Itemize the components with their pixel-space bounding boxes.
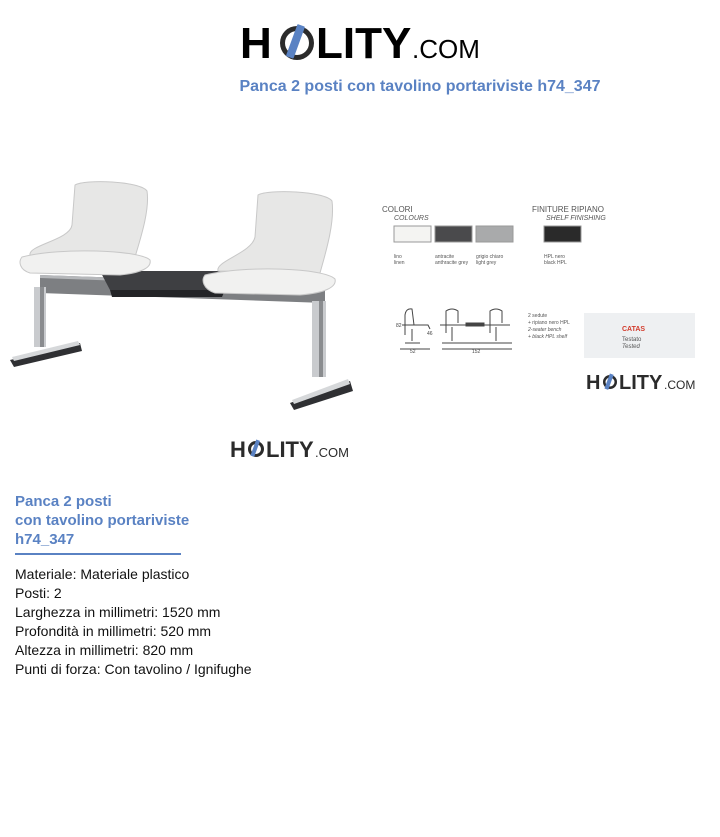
svg-text:black HPL: black HPL [544, 260, 567, 266]
svg-text:+ ripiano nero HPL: + ripiano nero HPL [528, 320, 570, 326]
watermark-logo [230, 437, 349, 462]
svg-text:COLORI: COLORI [382, 205, 413, 214]
svg-text:H: H [230, 437, 246, 462]
spec-depth: Profondità in millimetri: 520 mm [15, 623, 212, 639]
svg-text:2-seater bench: 2-seater bench [528, 327, 562, 333]
logo-suffix: LITY [316, 19, 412, 68]
svg-text:FINITURE RIPIANO: FINITURE RIPIANO [532, 205, 605, 214]
swatch-antracite [435, 226, 472, 242]
svg-text:lino: lino [394, 254, 402, 260]
svg-text:linen: linen [394, 260, 405, 266]
product-name-line: con tavolino portariviste [15, 512, 190, 529]
svg-text:Testato: Testato [622, 337, 642, 343]
svg-text:Tested: Tested [622, 344, 640, 350]
svg-text:2 sedute: 2 sedute [528, 313, 548, 319]
svg-text:.COM: .COM [664, 378, 696, 392]
svg-text:SHELF FINISHING: SHELF FINISHING [546, 215, 606, 222]
title-underline [15, 553, 181, 555]
page-title: Panca 2 posti con tavolino portariviste h74_347 [239, 78, 601, 95]
swatch-grigio-chiaro [476, 226, 513, 242]
bench-illustration [10, 182, 353, 410]
svg-text:LITY: LITY [619, 372, 663, 394]
logo-tld: .COM [412, 34, 480, 64]
spec-width: Larghezza in millimetri: 1520 mm [15, 604, 221, 620]
spec-material: Materiale: Materiale plastico [15, 566, 190, 582]
svg-text:grigio chiaro: grigio chiaro [476, 254, 504, 260]
product-name-line: h74_347 [15, 531, 75, 548]
logo-prefix: H [240, 19, 272, 68]
svg-text:anthracite grey: anthracite grey [435, 260, 469, 266]
holity-logo[interactable] [240, 18, 490, 68]
product-specs [15, 565, 252, 679]
svg-text:antracite: antracite [435, 254, 455, 260]
svg-text:LITY: LITY [266, 437, 314, 462]
product-name-line: Panca 2 posti [15, 493, 112, 510]
svg-text:COLOURS: COLOURS [394, 215, 429, 222]
product-image[interactable] [0, 105, 720, 475]
svg-text:CATAS: CATAS [622, 326, 646, 333]
svg-text:152: 152 [472, 349, 481, 355]
dimension-labels [396, 323, 481, 355]
svg-text:HPL nero: HPL nero [544, 254, 565, 260]
bench-description [527, 313, 570, 340]
spec-seats: Posti: 2 [15, 585, 62, 601]
spec-strengths: Punti di forza: Con tavolino / Ignifughe [15, 661, 252, 677]
swatch-hpl-nero [544, 226, 581, 242]
logo-o-pin-icon [280, 24, 314, 60]
svg-text:82: 82 [396, 323, 402, 329]
svg-text:46: 46 [427, 331, 433, 337]
swatch-lino [394, 226, 431, 242]
svg-text:+ black HPL shelf: + black HPL shelf [528, 334, 567, 340]
colour-chart [382, 205, 606, 266]
spec-height: Altezza in millimetri: 820 mm [15, 642, 194, 658]
dimension-drawing [400, 309, 512, 349]
svg-text:H: H [586, 372, 601, 394]
catas-certification [584, 313, 695, 358]
svg-text:.COM: .COM [315, 445, 349, 460]
watermark-logo-right [586, 372, 695, 394]
svg-text:light grey: light grey [476, 260, 497, 266]
svg-text:52: 52 [410, 349, 416, 355]
product-name [15, 492, 255, 549]
